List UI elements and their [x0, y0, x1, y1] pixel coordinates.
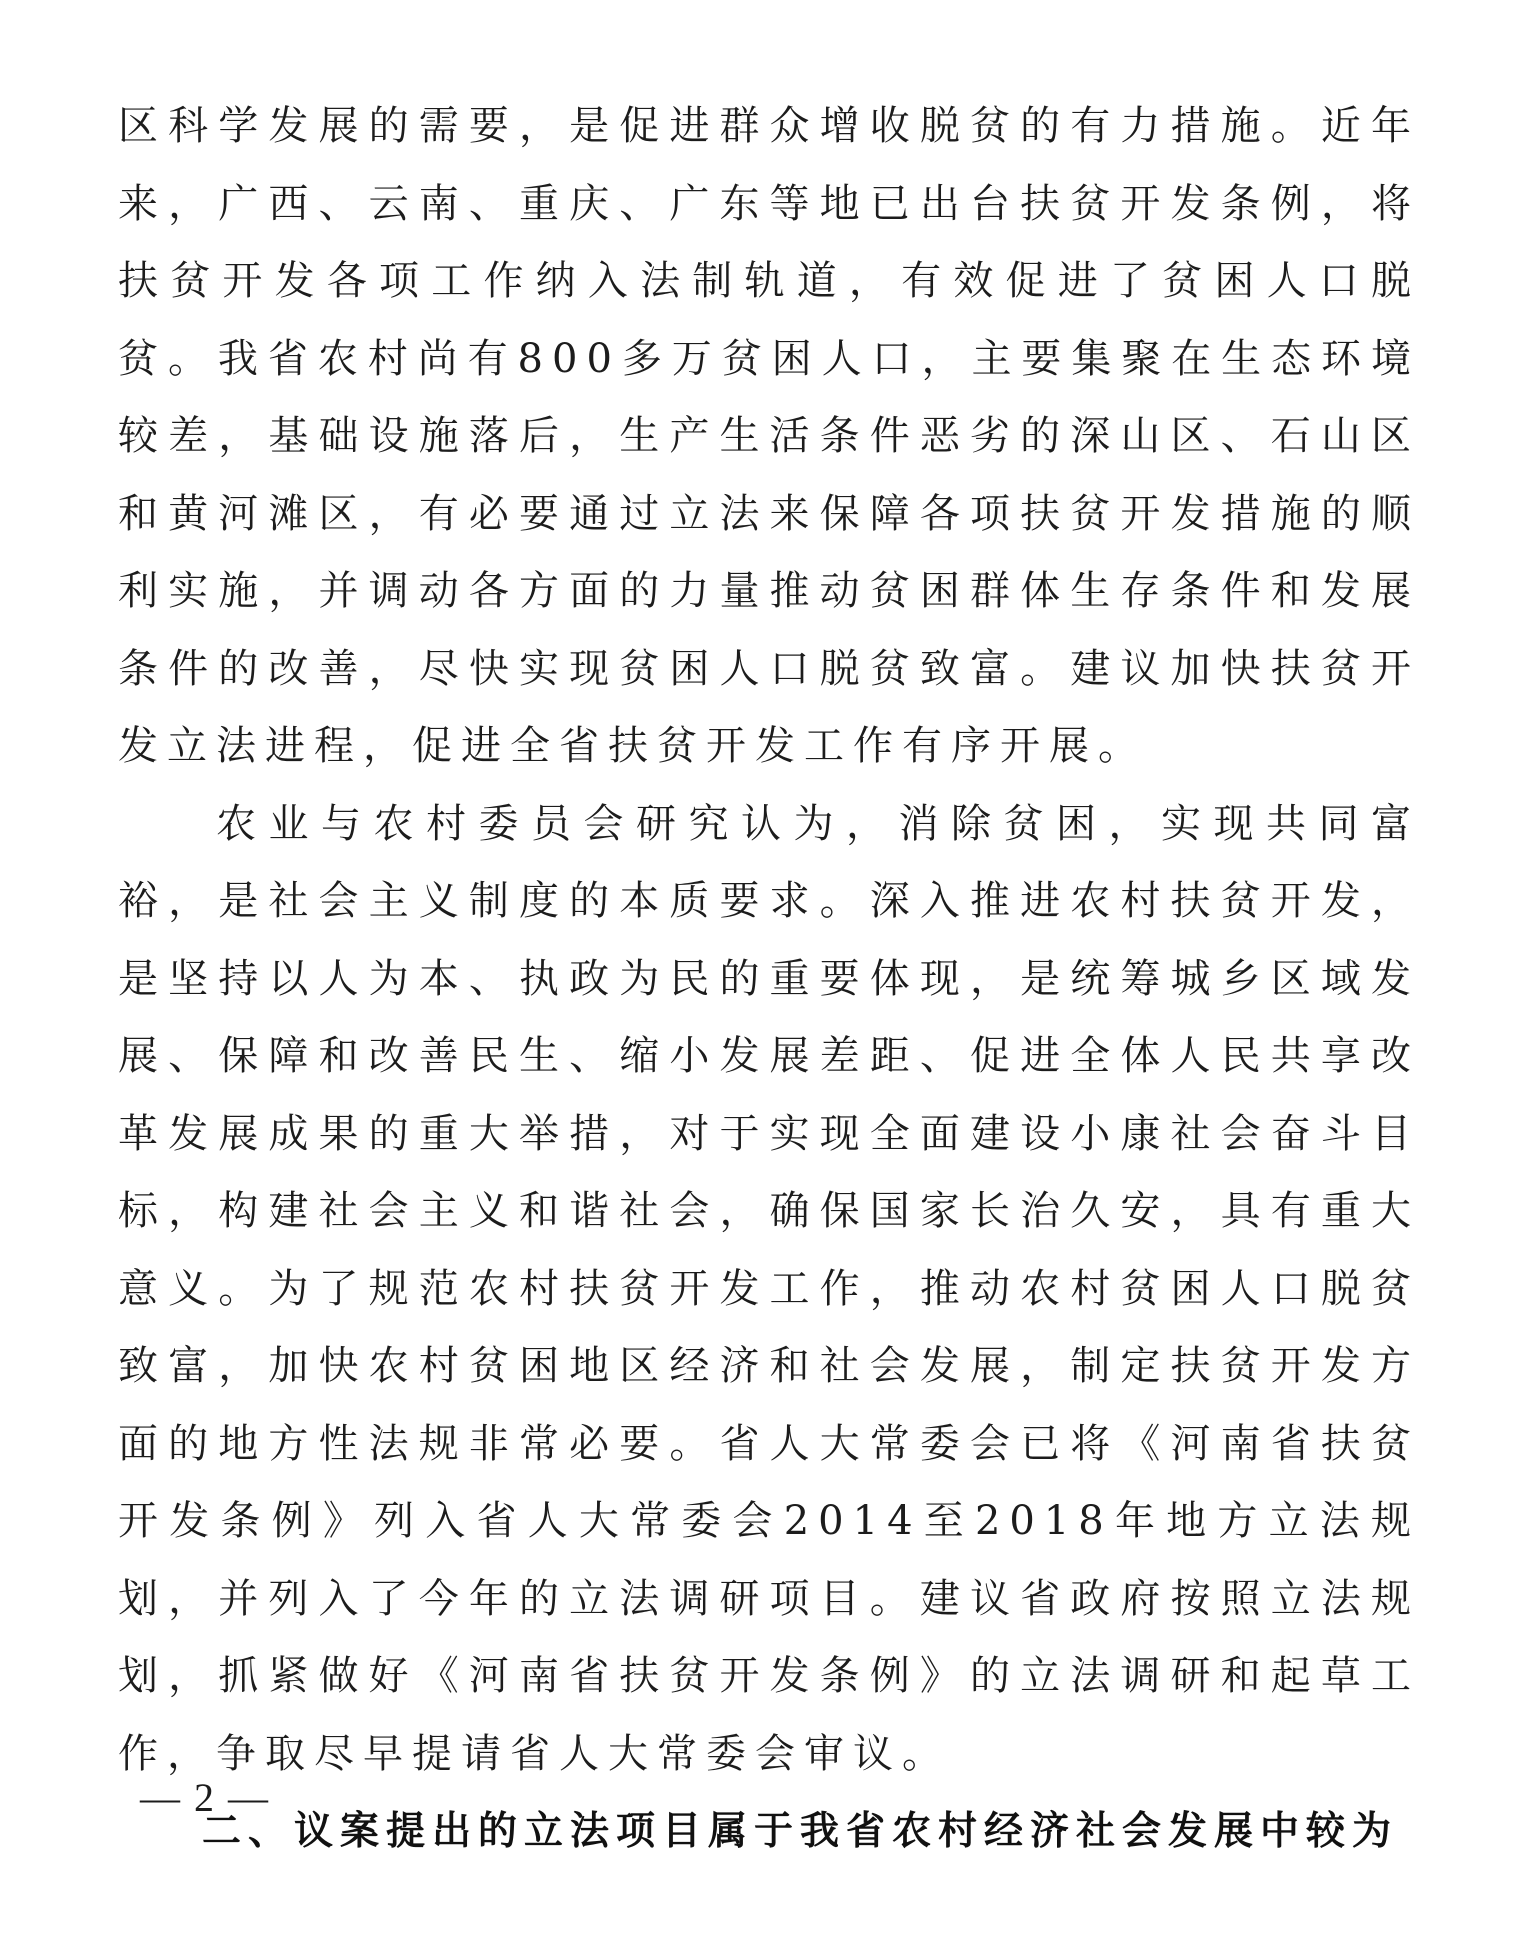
page-number: — 2 — — [140, 1775, 270, 1820]
paragraph-2: 农业与农村委员会研究认为，消除贫困，实现共同富裕，是社会主义制度的本质要求。深入推进农村扶贫开发，是坚持以人为本、执政为民的重要体现，是统筹城乡区域发展、保障和改善民生、缩小发展差距、促进全体人民共享改革发展成果的重大举措，对于实现全面建设小康社会奋斗目标，构建社会主义和谐社会，确保国家长治久安，具有重大意义。为了规范农村扶贫开发工作，推动农村贫困人口脱贫致富，加快农村贫困地区经济和社会发展，制定扶贫开发方面的地方性法规非常必要。省人大常委会已将《河南省扶贫开发条例》列入省人大常委会2014至2018年地方立法规划，并列入了今年的立法调研项目。建议省政府按照立法规划，抓紧做好《河南省扶贫开发条例》的立法调研和起草工作，争取尽早提请省人大常委会审议。 — [118, 800, 1420, 1777]
section-heading: 二、议案提出的立法项目属于我省农村经济社会发展中较为 — [202, 1809, 1399, 1854]
document-body — [118, 88, 1420, 1871]
paragraph-1: 区科学发展的需要，是促进群众增收脱贫的有力措施。近年来，广西、云南、重庆、广东等地已出台扶贫开发条例，将扶贫开发各项工作纳入法制轨道，有效促进了贫困人口脱贫。我省农村尚有800多万贫困人口，主要集聚在生态环境较差，基础设施落后，生产生活条件恶劣的深山区、石山区和黄河滩区，有必要通过立法来保障各项扶贫开发措施的顺利实施，并调动各方面的力量推动贫困群体生存条件和发展条件的改善，尽快实现贫困人口脱贫致富。建议加快扶贫开发立法进程，促进全省扶贫开发工作有序开展。 — [118, 103, 1420, 769]
